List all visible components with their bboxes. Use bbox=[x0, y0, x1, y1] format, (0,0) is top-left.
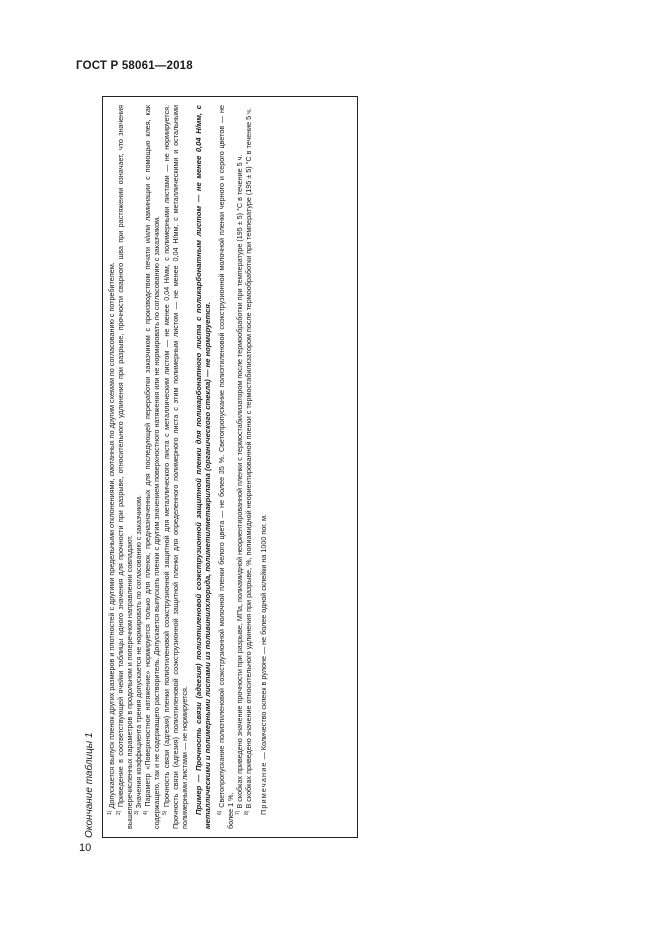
document-header-title: ГОСТ Р 58061—2018 bbox=[76, 60, 193, 72]
rotated-table-notes bbox=[80, 96, 360, 838]
table-note bbox=[259, 105, 268, 829]
note-label: Примечание bbox=[259, 761, 269, 815]
footnote-6: $^{6)}$ Светопропускание полиэтиленовой соэкструзионной молочной пленки белого цвета — не более 35 %. Светопропускание полиэтиленовой соэкструзионной молочной пленки черного и серого цветов — не более 1 %. bbox=[217, 105, 236, 829]
page-number: 10 bbox=[79, 842, 92, 854]
footnote-5: $^{5)}$ Прочность связи (адгезия) пленки полиэтиленовой соэкструзионной защитной для металлического листа с металлическим листом — не менее 0,04 Н/мм, с полимерными листами — не нормируется. Прочность связи (адгезия) полиэтиленовой соэкструзионной защитной пленки для определенного полимерного листа с этим полимерным листом — не менее 0,04 Н/мм, с металлическими и остальными полимерными листами — не нормируется. bbox=[161, 105, 189, 829]
example-label: Пример bbox=[193, 785, 203, 815]
footnote-1: $^{1)}$ Допускается выпуск пленок других размеров и плотностей с другими предельными отклонениями, смотанных по другим схемам по согласованию с потребителем. bbox=[107, 262, 116, 815]
example-paragraph bbox=[194, 105, 213, 829]
footnote-7: $^{7)}$ В скобках приведено значение прочности при разрыве, МПа, полиамидной неориентированной пленки с термостабилизатором после термообработки при температуре (195 ± 5) °С в течение 5 ч. bbox=[235, 154, 245, 815]
table-caption: Окончание таблицы 1 bbox=[84, 732, 95, 838]
note-text: — Количество склеек в рулоне — не более одной склейки на 1000 пог. м. bbox=[259, 514, 269, 760]
footnote-3: $^{3)}$ Значения коэффициента трения допускается не нормировать по согласованию с заказчиком. bbox=[134, 495, 144, 815]
footnote-2: $^{2)}$ Приведение в соответствующей ячейки таблицы одного значения для прочности при разрыве, относительного удлинения при разрыве, прочности сварного шва при растяжении означает, что значения вышеперечисленных параметров в продольном и поперечном направлении совпадают. bbox=[116, 104, 135, 829]
footnote-8: $^{8)}$ В скобках приведено значение относительного удлинения при разрыве, %, полиамидной неориентированной пленки с термостабилизатором после термообработки при температуре (195 ± 5) °С в течение 5 ч. bbox=[244, 108, 254, 815]
footnotes-box bbox=[102, 96, 358, 838]
footnote-4: $^{4)}$ Параметр «Поверхностное натяжение» нормируется только для пленок, предназначенных для последующей переработки заказчиком с производством печати и/или ламинации с помощью клея, как содержащего, так и не содержащего растворитель. Допускается выпускать пленки с другим значением поверхностного натяжения или не нормировать по согласованию с заказчиком. bbox=[143, 105, 162, 829]
example-text: — Прочность связи (адгезия) полиэтиленовой соэкструзионной защитной пленки для поликарбонатного листа с поликарбонатным листом — не менее 0,04 Н/мм, с металлическими и полимерными листами из поливинилхлорида, полиметилметакрилата (органического стекла) — не нормируется. bbox=[193, 105, 213, 829]
